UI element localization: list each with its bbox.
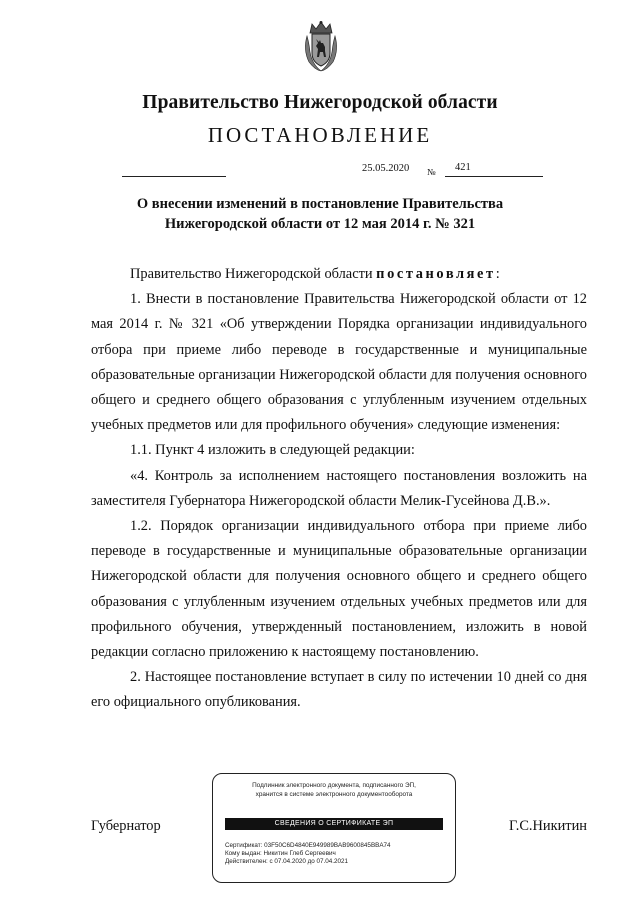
government-title: Правительство Нижегородской области [142, 92, 498, 113]
paragraph-1-1-quote: «4. Контроль за исполнением настоящего постановления возложить на заместителя Губернатора Нижегородской области Мелик-Гусейнова Д.В.». [91, 467, 587, 509]
e-signature-stamp [212, 773, 456, 883]
paragraph-1-2: 1.2. Порядок организации индивидуального отбора при приеме либо переводе в государственные и муниципальные образовательные организации Нижегородской области для получения основного общего и среднего общего образования с углубленным изучением отдельных учебных предметов или для профильного обучения, утвержденный постановлением, изложить в новой редакции согласно приложению к настоящему постановлению. [91, 518, 587, 661]
stamp-certificate-bar: СВЕДЕНИЯ О СЕРТИФИКАТЕ ЭП [225, 818, 443, 830]
stamp-header-line-2: хранится в системе электронного документооборота [255, 790, 413, 798]
intro-text: Правительство Нижегородской области [130, 266, 377, 282]
stamp-header [213, 782, 455, 799]
intro-keyword: постановляет [376, 266, 496, 282]
number-sign: № [427, 167, 436, 177]
signatory-position: Губернатор [91, 818, 161, 834]
document-type-title: ПОСТАНОВЛЕНИЕ [207, 123, 433, 147]
document-number-field [445, 162, 543, 177]
coat-of-arms-emblem [301, 20, 341, 72]
subject-line-2: Нижегородской области от 12 мая 2014 г. № 321 [164, 216, 476, 232]
blank-line [122, 176, 226, 177]
stamp-certificate-details [225, 842, 391, 867]
signatory-name: Г.С.Никитин [509, 818, 587, 834]
stamp-header-line-1: Подлинник электронного документа, подписанного ЭП, [252, 782, 416, 789]
document-date: 25.05.2020 [362, 163, 410, 174]
intro-paragraph [91, 262, 587, 287]
stamp-validity: Действителен: с 07.04.2020 до 07.04.2021 [225, 858, 349, 866]
stamp-certificate-id: Сертификат: 03F50C6D4840E949989BAB9600845BBA74 [225, 842, 391, 849]
subject-line-1: О внесении изменений в постановление Правительства [136, 196, 504, 212]
paragraph-1: 1. Внести в постановление Правительства Нижегородской области от 12 мая 2014 г. № 321 «Об утверждении Порядка организации индивидуального отбора при приеме либо переводе в государственные и муниципальные образовательные организации Нижегородской области для получения основного общего и среднего общего образования с углубленным изучением отдельных учебных предметов или для профильного обучения» следующие изменения: [91, 291, 587, 434]
paragraph-1-1: 1.1. Пункт 4 изложить в следующей редакции: [130, 442, 415, 459]
paragraph-2: 2. Настоящее постановление вступает в силу по истечении 10 дней со дня его официального опубликования. [91, 669, 587, 711]
intro-colon: : [495, 266, 500, 282]
stamp-issued-to: Кому выдан: Никитин Глеб Сергеевич [225, 850, 336, 858]
document-body [91, 262, 587, 716]
document-number: 421 [455, 162, 471, 173]
document-subject [0, 194, 640, 234]
